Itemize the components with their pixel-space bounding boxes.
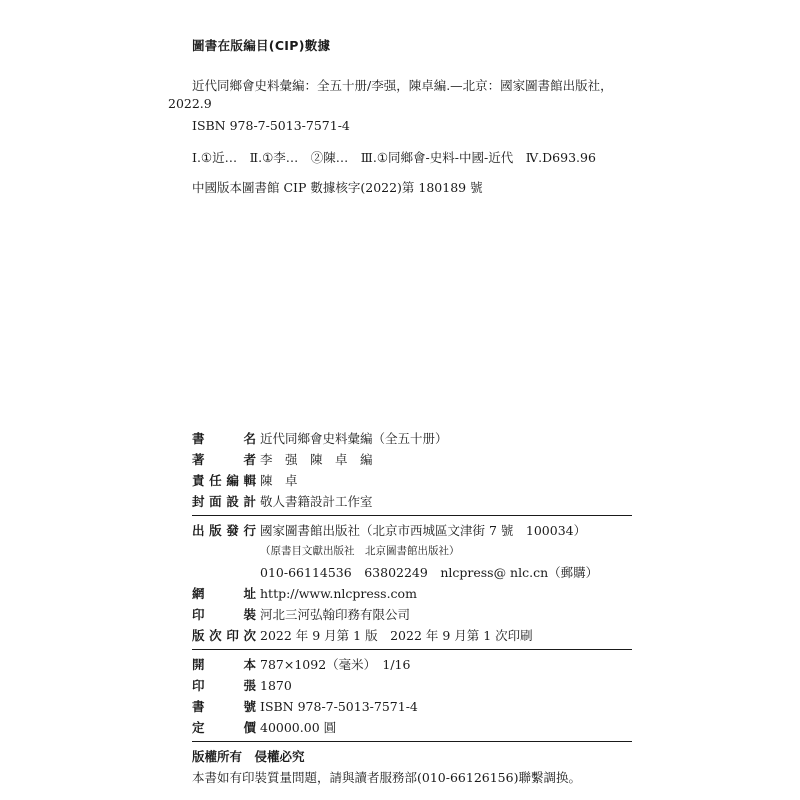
colophon-row-isbn	[192, 696, 632, 717]
cip-entry: 近代同鄉會史料彙編：全五十册/李强，陳卓編.—北京：國家圖書館出版社，	[192, 78, 613, 93]
publisher-label: 出版發行	[192, 523, 256, 538]
colophon-row-website	[192, 583, 632, 604]
edition-value: 2022 年 9 月第 1 版 2022 年 9 月第 1 次印刷	[260, 628, 533, 643]
cip-isbn: ISBN 978-7-5013-7571-4	[192, 118, 350, 133]
edition-label: 版次印次	[192, 628, 256, 643]
sheets-label: 印張	[192, 678, 256, 693]
printer-value: 河北三河弘翰印務有限公司	[260, 607, 411, 622]
isbn-label: 書號	[192, 699, 256, 714]
price-label: 定價	[192, 720, 256, 735]
colophon-row-format	[192, 654, 632, 675]
colophon-row-editor	[192, 470, 632, 491]
website-value: http://www.nlcpress.com	[260, 586, 417, 601]
sheets-value: 1870	[260, 678, 292, 693]
divider	[192, 741, 632, 742]
colophon-row-former-names	[192, 541, 632, 562]
cover-value: 敬人書籍設計工作室	[260, 494, 373, 509]
cip-classification: Ⅰ.①近… Ⅱ.①李… ②陳… Ⅲ.①同鄉會-史料-中國-近代 Ⅳ.D693.96	[192, 150, 596, 165]
format-value: 787×1092（毫米） 1/16	[260, 657, 411, 672]
author-value: 李 强 陳 卓 編	[260, 452, 373, 467]
publisher-former-names: （原書目文獻出版社 北京圖書館出版社）	[260, 545, 460, 557]
colophon-row-price	[192, 717, 632, 738]
publisher-phone: 010-66114536 63802249 nlcpress@ nlc.cn（郵購）	[260, 565, 599, 580]
colophon	[192, 428, 632, 788]
book-name-label: 書名	[192, 431, 256, 446]
rights-notice: 本書如有印裝質量問題，請與讀者服務部(010-66126156)聯繫調换。	[192, 770, 581, 785]
colophon-row-book-name	[192, 428, 632, 449]
book-name-value: 近代同鄉會史料彙編（全五十册）	[260, 431, 448, 446]
colophon-row-author	[192, 449, 632, 470]
editor-value: 陳 卓	[260, 473, 298, 488]
cover-label: 封面設計	[192, 494, 256, 509]
colophon-row-sheets	[192, 675, 632, 696]
colophon-row-printer	[192, 604, 632, 625]
cip-verification: 中國版本圖書館 CIP 數據核字(2022)第 180189 號	[192, 180, 483, 195]
editor-label: 責任編輯	[192, 473, 256, 488]
printer-label: 印裝	[192, 607, 256, 622]
divider	[192, 649, 632, 650]
website-label: 網址	[192, 586, 256, 601]
cip-title: 圖書在版編目(CIP)數據	[192, 38, 331, 53]
price-value: 40000.00 圓	[260, 720, 337, 735]
divider	[192, 515, 632, 516]
isbn-value: ISBN 978-7-5013-7571-4	[260, 699, 418, 714]
colophon-row-publisher	[192, 520, 632, 541]
author-label: 著者	[192, 452, 256, 467]
publisher-value: 國家圖書館出版社（北京市西城區文津街 7 號 100034）	[260, 523, 587, 538]
cip-date: 2022.9	[168, 96, 212, 111]
format-label: 開本	[192, 657, 256, 672]
colophon-row-cover	[192, 491, 632, 512]
colophon-row-phone	[192, 562, 632, 583]
colophon-row-edition	[192, 625, 632, 646]
rights-label: 版權所有 侵權必究	[192, 749, 305, 764]
